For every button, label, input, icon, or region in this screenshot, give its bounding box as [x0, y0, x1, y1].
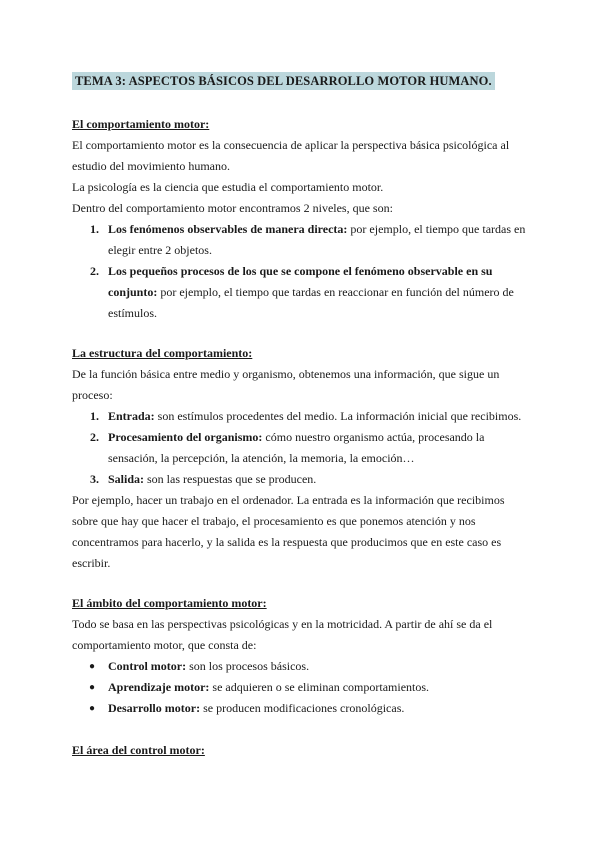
list-number: 1.: [90, 222, 99, 236]
list-item-text: por ejemplo, el tiempo que tardas en elegir entre 2 objetos.: [108, 222, 526, 257]
section-heading: El comportamiento motor:: [72, 117, 210, 131]
list-number: 1.: [90, 409, 99, 423]
title-container: [72, 72, 495, 90]
list-item-text: son las respuestas que se producen.: [144, 472, 317, 486]
list-item-text: por ejemplo, el tiempo que tardas en reaccionar en función del número de estímulos.: [108, 285, 514, 320]
section-ambito-comportamiento: [72, 593, 532, 719]
list-item: [72, 427, 532, 469]
list-item: [72, 656, 532, 677]
list-item-text: se adquieren o se eliminan comportamientos.: [209, 680, 430, 694]
document-title: TEMA 3: ASPECTOS BÁSICOS DEL DESARROLLO MOTOR HUMANO.: [72, 72, 495, 90]
list-item-term: Entrada:: [108, 409, 155, 423]
section-heading: El área del control motor:: [72, 743, 205, 757]
list-item: [72, 261, 532, 324]
bullet-list: [72, 656, 532, 719]
paragraph: El comportamiento motor es la consecuencia de aplicar la perspectiva básica psicológica al estudio del movimiento humano.: [72, 138, 510, 173]
section-comportamiento-motor: [72, 114, 532, 324]
list-item: [72, 469, 532, 490]
paragraph: Dentro del comportamiento motor encontramos 2 niveles, que son:: [72, 201, 393, 215]
paragraph: La psicología es la ciencia que estudia el comportamiento motor.: [72, 180, 384, 194]
list-item-text: cómo nuestro organismo actúa, procesando la sensación, la percepción, la atención, la memoria, la emoción…: [108, 430, 485, 465]
list-item: [72, 677, 532, 698]
list-item-text: son estímulos procedentes del medio. La información inicial que recibimos.: [154, 409, 522, 423]
list-item-term: Desarrollo motor:: [108, 701, 201, 715]
list-item-term: Los fenómenos observables de manera directa:: [108, 222, 348, 236]
paragraph: De la función básica entre medio y organismo, obtenemos una información, que sigue un proceso:: [72, 367, 500, 402]
list-number: 2.: [90, 264, 99, 278]
list-item: [72, 219, 532, 261]
list-item-term: Los pequeños procesos de los que se compone el fenómeno observable en su conjunto:: [108, 264, 493, 299]
paragraph: Por ejemplo, hacer un trabajo en el ordenador. La entrada es la información que recibimos sobre que hay que hacer el trabajo, el procesamiento es que ponemos atención y nos concentramos para hacerlo, y la salida es la respuesta que producimos que en este caso es escribir.: [72, 493, 505, 570]
numbered-list: [72, 219, 532, 324]
bullet-icon: ●: [89, 703, 96, 714]
section-estructura-comportamiento: [72, 343, 532, 574]
section-heading: La estructura del comportamiento:: [72, 346, 253, 360]
list-item-text: son los procesos básicos.: [186, 659, 310, 673]
list-item-term: Salida:: [108, 472, 145, 486]
list-number: 3.: [90, 472, 99, 486]
list-item-term: Procesamiento del organismo:: [108, 430, 263, 444]
numbered-list: [72, 406, 532, 490]
list-number: 2.: [90, 430, 99, 444]
section-heading: El ámbito del comportamiento motor:: [72, 596, 267, 610]
list-item-term: Control motor:: [108, 659, 187, 673]
list-item-text: se producen modificaciones cronológicas.: [200, 701, 405, 715]
section-area-control-motor: [72, 740, 532, 761]
list-item: [72, 406, 532, 427]
list-item: [72, 698, 532, 719]
list-item-term: Aprendizaje motor:: [108, 680, 210, 694]
bullet-icon: ●: [89, 661, 96, 672]
paragraph: Todo se basa en las perspectivas psicológicas y en la motricidad. A partir de ahí se da el comportamiento motor, que consta de:: [72, 617, 493, 652]
bullet-icon: ●: [89, 682, 96, 693]
